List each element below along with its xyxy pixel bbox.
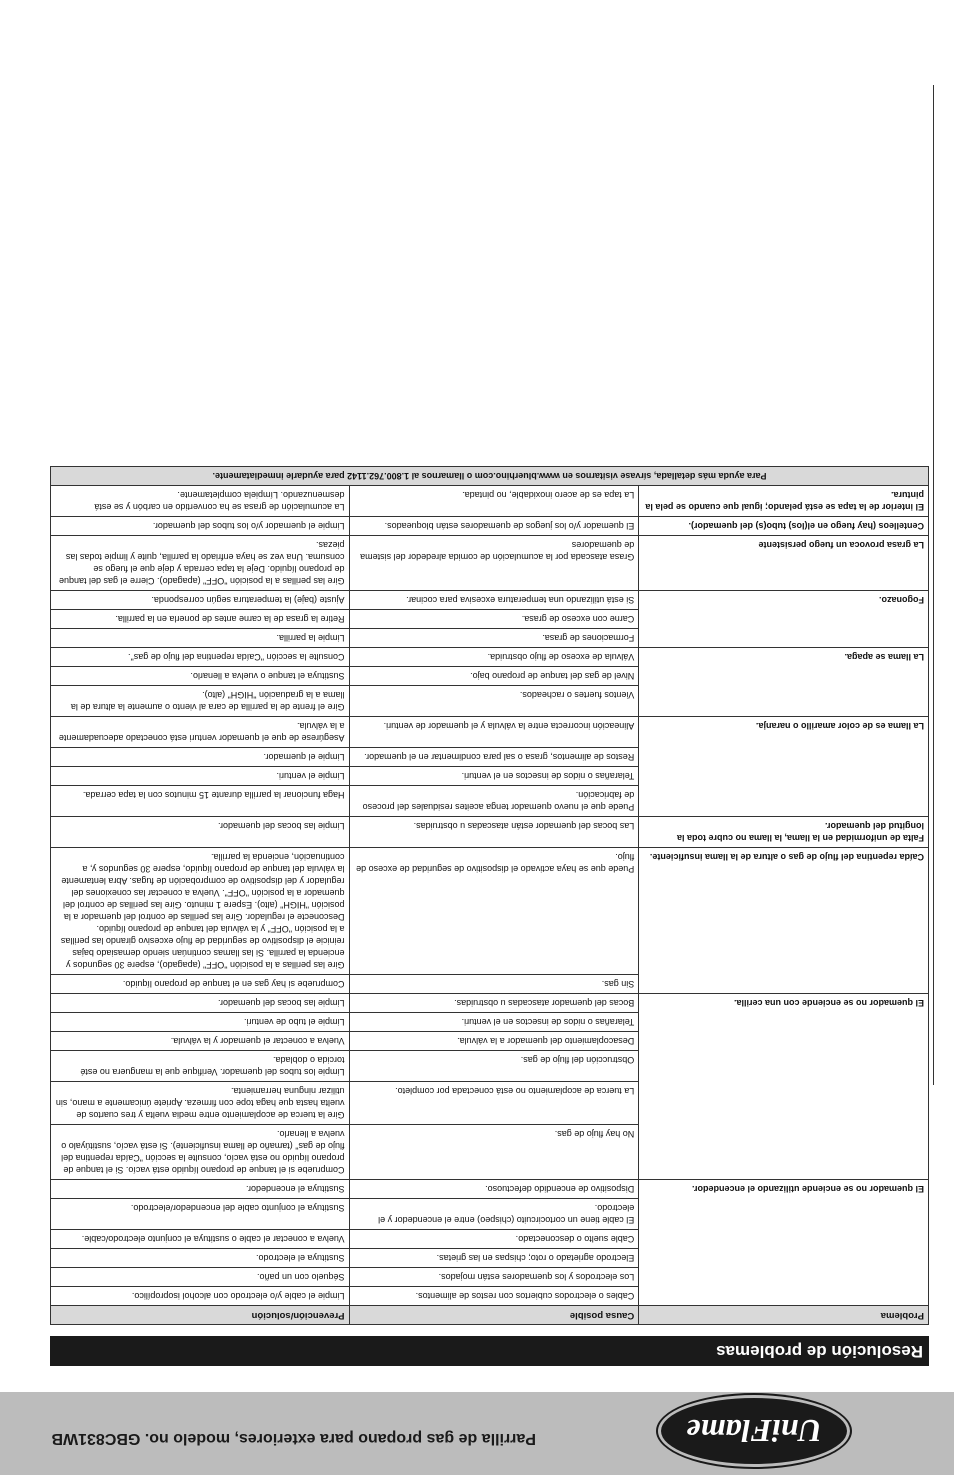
problem-cell: La llama se apaga.: [639, 648, 929, 717]
problem-cell: La grasa provoca un fuego persistente: [639, 536, 929, 591]
solution-cell: Limpie el tubo de venturi.: [51, 1013, 350, 1032]
logo-text: UniFlame: [686, 1413, 822, 1450]
margin-rule: [933, 85, 934, 1085]
solution-cell: Limpie los tubos del quemador. Verifique que la manguera no esté torcida o doblada.: [51, 1051, 350, 1082]
table-row: [51, 517, 929, 536]
solution-cell: Gire las perillas a la posición "OFF" (apagado), espere 30 segundos y encienda la parrilla. Si las llamas continúan siendo demasiado bajas reinicie el dispositivo de seguridad de flujo excesivo girando las perillas a la posición "OFF" y la válvula del tanque de propano líquido. Desconecte el regulador. Gire las perillas de control del quemador a la posición "HIGH" (alto). Espere 1 minuto. Gire las perillas de control del quemador a la posición "OFF". Vuelva a conectar las conexiones del regulador y del dispositivo de comprobación de fugas. Abra lentamente la válvula del tanque de propano líquido, espere 30 segundos y, a continuación, encienda la parrilla.: [51, 848, 350, 975]
solution-cell: Sustituya el encendedor.: [51, 1180, 350, 1199]
problem-cell: Caída repentina del flujo de gas o altura de la llama insuficiente.: [639, 848, 929, 994]
cause-cell: Alineación incorrecta entre la válvula y el quemador de venturi.: [349, 717, 639, 748]
cause-cell: Bocas del quemador atascadas u obstruidas.: [349, 994, 639, 1013]
problem-cell: Falta de uniformidad en la llama, la llama no cubre toda la longitud del quemador.: [639, 817, 929, 848]
solution-cell: Sustituya el electrodo.: [51, 1249, 350, 1268]
solution-cell: Limpie las bocas del quemador.: [51, 994, 350, 1013]
cause-cell: Sin gas.: [349, 975, 639, 994]
solution-cell: La acumulación de grasa se ha convertido en carbón y se está desmenuzando. Límpiela completamente.: [51, 486, 350, 517]
cause-cell: La tuerca de acoplamiento no está conectada por completo.: [349, 1082, 639, 1125]
solution-cell: Séquelo con un paño.: [51, 1268, 350, 1287]
cause-cell: Cable suelto o desconectado.: [349, 1230, 639, 1249]
cause-cell: Los electrodos y los quemadores están mojados.: [349, 1268, 639, 1287]
solution-cell: Gire la tuerca de acoplamiento entre media vuelta y tres cuartos de vuelta hasta que haga tope con firmeza. Apriete únicamente a mano, sin utilizar ninguna herramienta.: [51, 1082, 350, 1125]
cause-cell: Grasa atascada por la acumulación de comida alrededor del sistema de quemadores: [349, 536, 639, 591]
cause-cell: Carne con exceso de grasa.: [349, 610, 639, 629]
solution-cell: Limpie el cable y/o electrodo con alcohol isopropílico.: [51, 1287, 350, 1306]
table-body: [51, 467, 929, 1306]
cause-cell: Electrodo agrietado o roto; chispas en las grietas.: [349, 1249, 639, 1268]
solution-cell: Retire la grasa de la carne antes de ponerla en la parrilla.: [51, 610, 350, 629]
cause-cell: No hay flujo de gas.: [349, 1125, 639, 1180]
cause-cell: Válvula de exceso de flujo obstruida.: [349, 648, 639, 667]
solution-cell: Limpie el venturi.: [51, 767, 350, 786]
solution-cell: Sustituya el conjunto cable del encendedor/electrodo.: [51, 1199, 350, 1230]
cause-cell: El cable tiene un cortocircuito (chispeo) entre el encendedor y el electrodo.: [349, 1199, 639, 1230]
table-row: [51, 786, 929, 817]
solution-cell: Limpie las bocas del quemador.: [51, 817, 350, 848]
table-header-row: [51, 1306, 929, 1325]
cause-cell: Cables o electrodos cubiertos con restos de alimentos.: [349, 1287, 639, 1306]
uniflame-logo: [658, 1395, 850, 1467]
cause-cell: Si está utilizando una temperatura excesiva para cocinar.: [349, 591, 639, 610]
cause-cell: Formaciones de grasa.: [349, 629, 639, 648]
solution-cell: Gire el frente de la parrilla de cara al viento o aumente la altura de la llama a la graduación "HIGH" (alto).: [51, 686, 350, 717]
table-row: [51, 536, 929, 591]
cause-cell: Dispositivo de encendido defectuoso.: [349, 1180, 639, 1199]
problem-cell: Fogonazo.: [639, 591, 929, 648]
solution-cell: Limpie el quemador y/o los tubos del quemador.: [51, 517, 350, 536]
cause-cell: Vientos fuertes o racheados.: [349, 686, 639, 717]
cause-cell: La tapa es de acero inoxidable, no pintada.: [349, 486, 639, 517]
cause-cell: Telarañas o nidos de insectos en el venturi.: [349, 767, 639, 786]
problem-cell: El quemador no se enciende con una cerilla.: [639, 994, 929, 1180]
cause-cell: Restos de alimentos, grasa o sal para condimentar en el quemador.: [349, 748, 639, 767]
table-row: [51, 817, 929, 848]
table-row: [51, 486, 929, 517]
table-row: [51, 629, 929, 648]
cause-cell: Puede que se haya activado el dispositivo de seguridad de exceso de flujo.: [349, 848, 639, 975]
problem-cell: El quemador no se enciende utilizando el encendedor.: [639, 1180, 929, 1306]
help-row: [51, 467, 929, 486]
cause-cell: Desacoplamiento del quemador a la válvula.: [349, 1032, 639, 1051]
help-text: Para ayuda más detallada, sírvase visitarnos en www.bluerhino.com o llamarnos al 1.800.762.1142 para ayudarle inmediatamente.: [51, 467, 929, 486]
solution-cell: Consulte la sección "Caída repentina del flujo de gas".: [51, 648, 350, 667]
cause-cell: Nivel de gas del tanque de propano bajo.: [349, 667, 639, 686]
table-row: [51, 1287, 929, 1306]
solution-cell: Sustituya el tanque o vuelva a llenarlo.: [51, 667, 350, 686]
table-row: [51, 975, 929, 994]
section-banner: Resolución de problemas: [50, 1336, 929, 1366]
problem-cell: El interior de la tapa se está pelando; igual que cuando se pela la pintura.: [639, 486, 929, 517]
header-cause: Causa posible: [349, 1306, 639, 1325]
solution-cell: Haga funcionar la parrilla durante 15 minutos con la tapa cerrada.: [51, 786, 350, 817]
solution-cell: Compruebe si el tanque de propano líquido está vacío. Si el tanque de propano líquido no está vacío, consulte la sección "Caída repentina del flujo de gas" (tamaño de llama insuficiente). Si está vacío, sustitúyalo o vuelva a llenarlo.: [51, 1125, 350, 1180]
footer-bar: [0, 1392, 954, 1475]
solution-cell: Gire las perillas a la posición "OFF" (apagado). Cierre el gas del tanque de propano líquido. Deje la tapa cerrada y deje que el fuego se consuma. Una vez se haya enfriado la parrilla, quite y limpie todas las piezas.: [51, 536, 350, 591]
cause-cell: El quemador y/o los juegos de quemadores están bloqueados.: [349, 517, 639, 536]
solution-cell: Limpie la parrilla.: [51, 629, 350, 648]
header-solution: Prevención/solución: [51, 1306, 350, 1325]
table-row: [51, 686, 929, 717]
cause-cell: Puede que el nuevo quemador tenga aceites residuales del proceso de fabricación.: [349, 786, 639, 817]
problem-cell: La llama es de color amarillo o naranja.: [639, 717, 929, 817]
solution-cell: Vuelva a conectar el quemador y la válvula.: [51, 1032, 350, 1051]
table-row: [51, 1125, 929, 1180]
solution-cell: Limpie el quemador.: [51, 748, 350, 767]
problem-cell: Centelleos (hay fuego en el(los) tubo(s) del quemador).: [639, 517, 929, 536]
cause-cell: Las bocas del quemador están atascadas u obstruidas.: [349, 817, 639, 848]
header-problem: Problema: [639, 1306, 929, 1325]
troubleshooting-table: [50, 466, 929, 1325]
product-title: Parrilla de gas propano para exteriores, modelo no. GBC831WB: [51, 1430, 536, 1447]
solution-cell: Ajuste (baje) la temperatura según corresponda.: [51, 591, 350, 610]
cause-cell: Telarañas o nidos de insectos en el venturi.: [349, 1013, 639, 1032]
solution-cell: Vuelva a conectar el cable o sustituya el conjunto electrodo/cable.: [51, 1230, 350, 1249]
solution-cell: Compruebe si hay gas en el tanque de propano líquido.: [51, 975, 350, 994]
cause-cell: Obstrucción del flujo de gas.: [349, 1051, 639, 1082]
solution-cell: Asegúrese de que el quemador venturi está conectado adecuadamente a la válvula.: [51, 717, 350, 748]
